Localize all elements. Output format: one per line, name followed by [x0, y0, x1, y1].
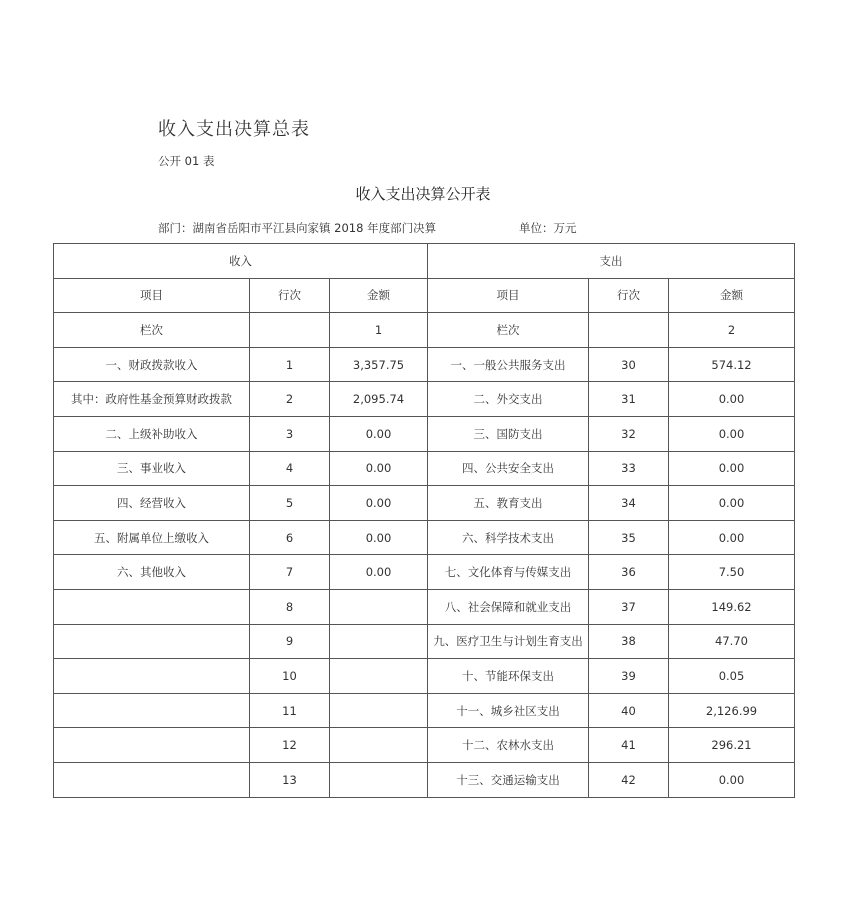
income-amount-cell: 0.00: [330, 486, 428, 521]
expense-item-cell: 十、节能环保支出: [428, 659, 589, 694]
expense-item-cell: 十二、农林水支出: [428, 728, 589, 763]
income-item-cell: 四、经营收入: [54, 486, 250, 521]
income-row-cell: 13: [250, 762, 330, 797]
expense-item-cell: 二、外交支出: [428, 382, 589, 417]
expense-row-cell: 33: [589, 451, 669, 486]
expense-item-cell: 六、科学技术支出: [428, 520, 589, 555]
income-section-header: 收入: [54, 244, 428, 279]
document-title: 收入支出决算总表: [158, 119, 310, 140]
expense-row-cell: 41: [589, 728, 669, 763]
income-row-cell: 7: [250, 555, 330, 590]
table-title: 收入支出决算公开表: [355, 185, 491, 203]
expense-amount-cell: 0.05: [669, 659, 795, 694]
income-row-cell: 10: [250, 659, 330, 694]
expense-row-header: 行次: [589, 278, 669, 313]
table-row: [54, 624, 795, 659]
income-item-cell: [54, 693, 250, 728]
expense-amount-cell: 0.00: [669, 762, 795, 797]
expense-row-cell: 42: [589, 762, 669, 797]
expense-amount-cell: 296.21: [669, 728, 795, 763]
expense-amount-header: 金额: [669, 278, 795, 313]
income-item-cell: 五、附属单位上缴收入: [54, 520, 250, 555]
income-row-cell: 2: [250, 382, 330, 417]
table-row: [54, 347, 795, 382]
expense-row-cell: 37: [589, 589, 669, 624]
table-row: [54, 728, 795, 763]
expense-row-cell: 34: [589, 486, 669, 521]
table-row: [54, 659, 795, 694]
expense-row-cell: 31: [589, 382, 669, 417]
expense-row-cell: 30: [589, 347, 669, 382]
income-amount-cell: [330, 589, 428, 624]
income-row-cell: 11: [250, 693, 330, 728]
expense-item-cell: 八、社会保障和就业支出: [428, 589, 589, 624]
expense-item-header: 项目: [428, 278, 589, 313]
income-amount-cell: 0.00: [330, 451, 428, 486]
column-header-row: [54, 278, 795, 313]
income-row-cell: 1: [250, 347, 330, 382]
income-row-cell: 5: [250, 486, 330, 521]
table-row: [54, 762, 795, 797]
income-item-header: 项目: [54, 278, 250, 313]
expense-amount-cell: 0.00: [669, 520, 795, 555]
expense-amount-cell: 0.00: [669, 486, 795, 521]
income-amount-cell: 0.00: [330, 520, 428, 555]
income-item-cell: [54, 659, 250, 694]
document-subtitle: 公开 01 表: [158, 154, 215, 168]
expense-item-index: 栏次: [428, 313, 589, 348]
table-row: [54, 486, 795, 521]
expense-item-cell: 七、文化体育与传媒支出: [428, 555, 589, 590]
table-row: [54, 520, 795, 555]
section-header-row: [54, 244, 795, 279]
income-item-cell: 三、事业收入: [54, 451, 250, 486]
expense-amount-cell: 2,126.99: [669, 693, 795, 728]
income-amount-cell: 3,357.75: [330, 347, 428, 382]
income-row-cell: 8: [250, 589, 330, 624]
expense-row-cell: 36: [589, 555, 669, 590]
expense-row-cell: 40: [589, 693, 669, 728]
income-row-cell: 4: [250, 451, 330, 486]
expense-section-header: 支出: [428, 244, 795, 279]
table-row: [54, 693, 795, 728]
expense-row-cell: 38: [589, 624, 669, 659]
expense-item-cell: 三、国防支出: [428, 416, 589, 451]
income-amount-cell: 0.00: [330, 416, 428, 451]
income-row-cell: 6: [250, 520, 330, 555]
income-row-cell: 9: [250, 624, 330, 659]
income-item-cell: 六、其他收入: [54, 555, 250, 590]
expense-item-cell: 十三、交通运输支出: [428, 762, 589, 797]
expense-row-cell: 39: [589, 659, 669, 694]
expense-item-cell: 四、公共安全支出: [428, 451, 589, 486]
table-row: [54, 555, 795, 590]
department-label: 部门：湖南省岳阳市平江县向家镇 2018 年度部门决算: [158, 221, 437, 235]
unit-label: 单位：万元: [519, 221, 577, 235]
income-amount-cell: [330, 659, 428, 694]
income-expense-table: [53, 243, 795, 798]
income-item-cell: [54, 624, 250, 659]
income-item-cell: [54, 728, 250, 763]
income-item-cell: 其中：政府性基金预算财政拨款: [54, 382, 250, 417]
expense-amount-cell: 0.00: [669, 382, 795, 417]
expense-item-cell: 一、一般公共服务支出: [428, 347, 589, 382]
expense-amount-cell: 0.00: [669, 451, 795, 486]
expense-amount-cell: 47.70: [669, 624, 795, 659]
table-row: [54, 416, 795, 451]
income-amount-cell: [330, 762, 428, 797]
income-row-header: 行次: [250, 278, 330, 313]
income-row-cell: 12: [250, 728, 330, 763]
expense-item-cell: 五、教育支出: [428, 486, 589, 521]
table-row: [54, 451, 795, 486]
column-index-row: [54, 313, 795, 348]
expense-amount-cell: 149.62: [669, 589, 795, 624]
income-amount-cell: [330, 624, 428, 659]
expense-amount-cell: 0.00: [669, 416, 795, 451]
income-item-cell: 二、上级补助收入: [54, 416, 250, 451]
table-row: [54, 589, 795, 624]
expense-row-cell: 32: [589, 416, 669, 451]
income-amount-cell: 2,095.74: [330, 382, 428, 417]
income-amount-index: 1: [330, 313, 428, 348]
expense-item-cell: 九、医疗卫生与计划生育支出: [428, 624, 589, 659]
expense-amount-index: 2: [669, 313, 795, 348]
expense-row-index: [589, 313, 669, 348]
expense-amount-cell: 7.50: [669, 555, 795, 590]
income-item-cell: 一、财政拨款收入: [54, 347, 250, 382]
income-item-cell: [54, 762, 250, 797]
income-row-index: [250, 313, 330, 348]
income-item-index: 栏次: [54, 313, 250, 348]
expense-amount-cell: 574.12: [669, 347, 795, 382]
income-amount-cell: 0.00: [330, 555, 428, 590]
expense-row-cell: 35: [589, 520, 669, 555]
income-amount-cell: [330, 693, 428, 728]
expense-item-cell: 十一、城乡社区支出: [428, 693, 589, 728]
income-item-cell: [54, 589, 250, 624]
income-amount-cell: [330, 728, 428, 763]
income-amount-header: 金额: [330, 278, 428, 313]
income-row-cell: 3: [250, 416, 330, 451]
table-row: [54, 382, 795, 417]
